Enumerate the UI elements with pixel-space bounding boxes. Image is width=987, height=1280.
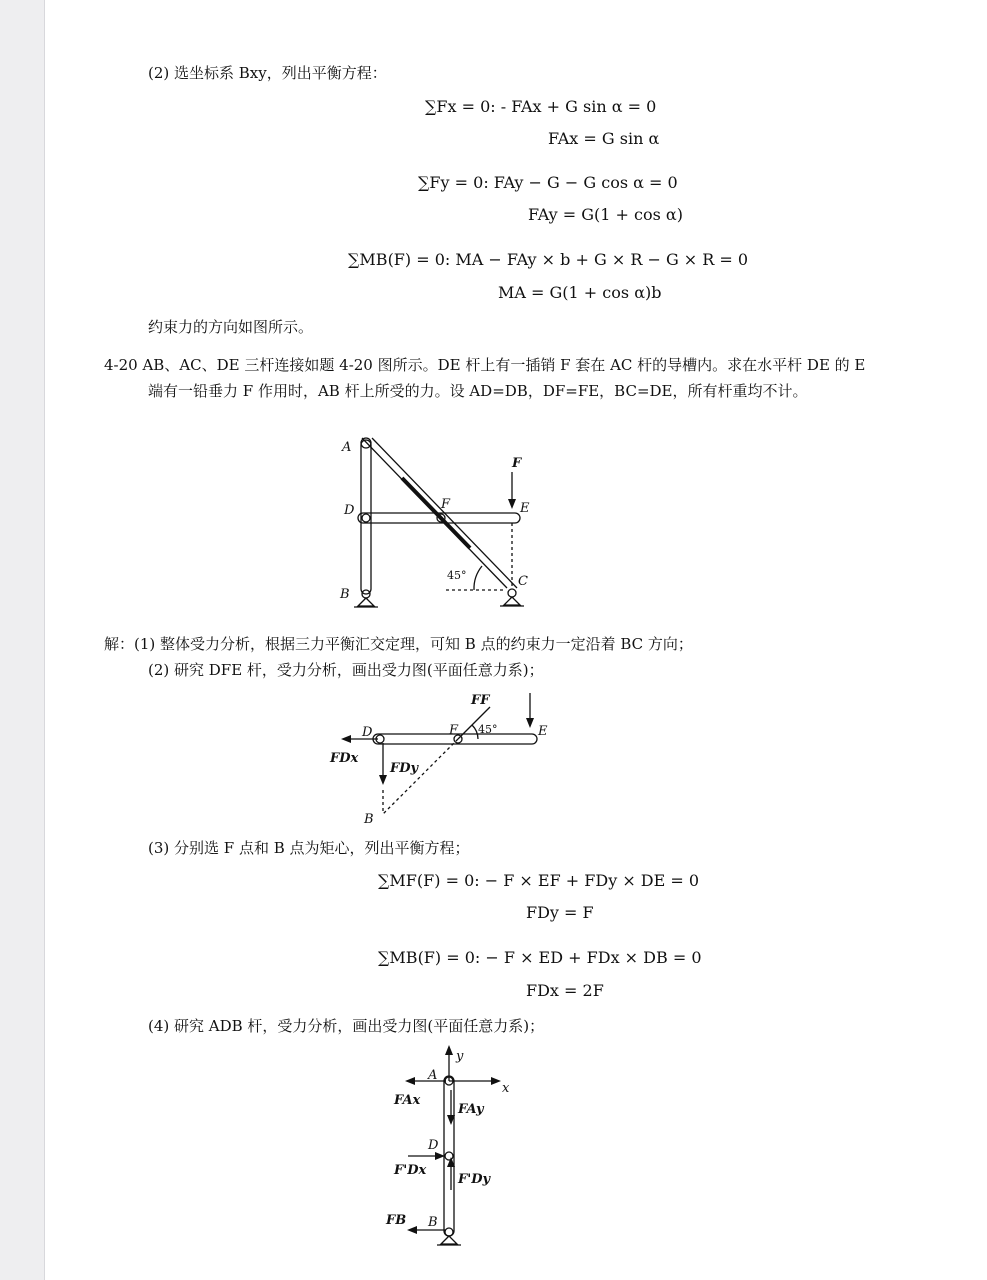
equation-fdy: FDy = F	[526, 903, 594, 922]
equation-sum-mf: ∑MF(F) = 0: − F × EF + FDy × DE = 0	[378, 871, 700, 890]
label-ff: FF	[471, 693, 490, 708]
equation-sum-fy: ∑Fy = 0: FAy − G − G cos α = 0	[418, 173, 678, 192]
solution-step2: (2) 研究 DFE 杆，受力分析，画出受力图(平面任意力系)；	[148, 661, 544, 679]
equation-sum-fx: ∑Fx = 0: - FAx + G sin α = 0	[425, 97, 657, 116]
equation-fax: FAx = G sin α	[548, 129, 660, 148]
label-angle-45: 45°	[447, 569, 467, 582]
label-fb: FB	[386, 1213, 407, 1228]
label-angle-45-2: 45°	[478, 723, 498, 736]
problem-statement-line2: 端有一铅垂力 F 作用时，AB 杆上所受的力。设 AD=DB，DF=FE，BC=DE，所有杆重均不计。	[148, 382, 808, 400]
equation-sum-mb: ∑MB(F) = 0: MA − FAy × b + G × R − G × R = 0	[348, 250, 749, 269]
label-d2: D	[362, 725, 373, 740]
solution-step4: (4) 研究 ADB 杆，受力分析，画出受力图(平面任意力系)；	[148, 1017, 545, 1035]
label-f-point: F	[441, 497, 451, 512]
label-c: C	[518, 574, 528, 589]
label-f2: F	[449, 723, 459, 738]
label-fax: FAx	[394, 1093, 421, 1108]
label-a: A	[342, 440, 352, 455]
step2-intro: (2) 选坐标系 Bxy，列出平衡方程：	[148, 64, 387, 82]
equation-fay: FAy = G(1 + cos α)	[528, 205, 683, 224]
label-e: E	[520, 501, 530, 516]
label-y: y	[456, 1049, 464, 1064]
label-e2: E	[538, 724, 548, 739]
label-a3: A	[428, 1068, 438, 1083]
label-fdy-prime: F'Dy	[458, 1172, 491, 1187]
label-fdx-prime: F'Dx	[394, 1163, 427, 1178]
solution-step1: 解：(1) 整体受力分析，根据三力平衡汇交定理，可知 B 点的约束力一定沿着 BC 方向；	[104, 635, 693, 653]
label-b: B	[340, 587, 350, 602]
equation-ma: MA = G(1 + cos α)b	[498, 283, 662, 302]
label-fdx: FDx	[330, 751, 359, 766]
label-x: x	[502, 1081, 510, 1096]
label-b3: B	[428, 1215, 438, 1230]
equation-fdx: FDx = 2F	[526, 981, 604, 1000]
label-fdy: FDy	[390, 761, 419, 776]
label-d3: D	[428, 1138, 439, 1153]
label-force-f: F	[512, 456, 522, 471]
equation-sum-mb2: ∑MB(F) = 0: − F × ED + FDx × DB = 0	[378, 948, 702, 967]
constraint-note: 约束力的方向如图所示。	[148, 318, 314, 336]
label-fay: FAy	[458, 1102, 484, 1117]
solution-step3: (3) 分别选 F 点和 B 点为矩心，列出平衡方程；	[148, 839, 470, 857]
label-d: D	[344, 503, 355, 518]
label-b2: B	[364, 812, 374, 827]
problem-statement-line1: 4-20 AB、AC、DE 三杆连接如题 4-20 图所示。DE 杆上有一插销 F 套在 AC 杆的导槽内。求在水平杆 DE 的 E	[104, 356, 866, 374]
